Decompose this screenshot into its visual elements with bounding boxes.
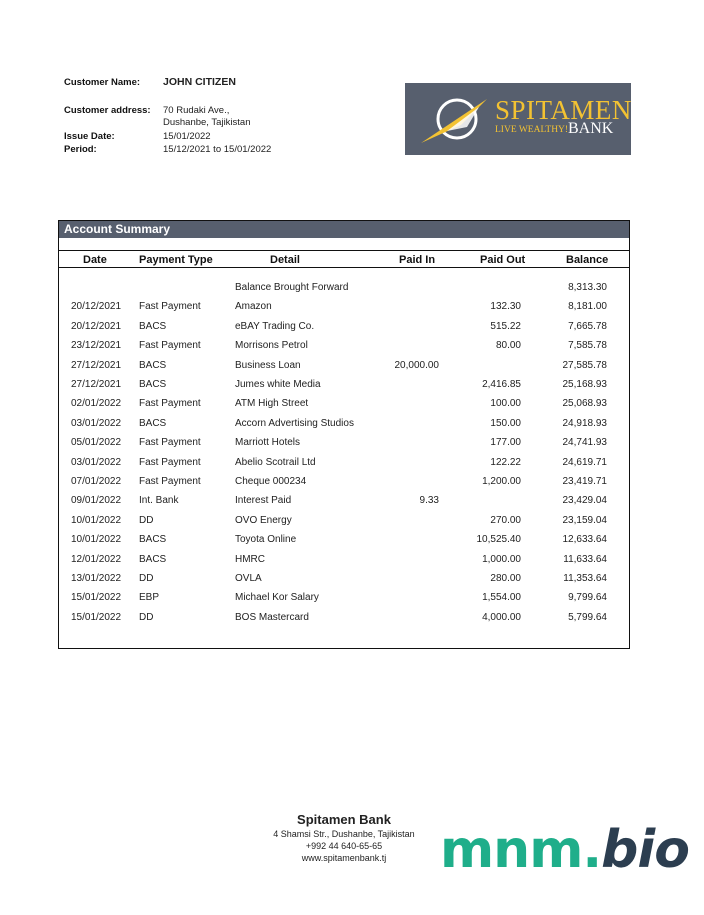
row-detail: Toyota Online: [235, 534, 297, 546]
customer-address-label: Customer address:: [64, 105, 151, 116]
row-paid-out: 2,416.85: [482, 379, 521, 390]
row-payment-type: EBP: [139, 592, 160, 604]
row-balance: 24,741.93: [562, 437, 607, 449]
row-date: 13/01/2022: [71, 573, 122, 584]
logo-brand: SPITAMEN: [495, 95, 632, 125]
row-balance: 8,313.30: [568, 282, 607, 293]
row-date: 07/01/2022: [71, 476, 122, 487]
row-balance: 9,799.64: [568, 592, 607, 604]
row-paid-out: 1,554.00: [482, 592, 521, 604]
footer-website: www.spitamenbank.tj: [301, 853, 387, 863]
row-detail: OVLA: [235, 573, 262, 584]
table-row: [59, 476, 629, 495]
period: 15/12/2021 to 15/01/2022: [163, 144, 272, 155]
row-paid-out: 270.00: [490, 514, 521, 526]
row-balance: 8,181.00: [568, 301, 607, 313]
table-row: [59, 301, 629, 320]
row-balance: 25,068.93: [562, 398, 607, 410]
row-balance: 25,168.93: [562, 379, 607, 390]
row-detail: Morrisons Petrol: [235, 340, 308, 352]
row-paid-out: 150.00: [490, 417, 521, 429]
footer-bank-name: Spitamen Bank: [297, 812, 391, 827]
row-balance: 5,799.64: [568, 611, 607, 623]
table-row: [59, 534, 629, 553]
table-row: [59, 360, 629, 379]
row-payment-type: Fast Payment: [139, 476, 201, 487]
row-payment-type: Fast Payment: [139, 301, 201, 313]
footer-phone: +992 44 640-65-65: [305, 841, 383, 851]
table-row: [59, 321, 629, 340]
row-detail: Marriott Hotels: [235, 437, 301, 449]
row-detail: Balance Brought Forward: [235, 282, 349, 293]
row-date: 15/01/2022: [71, 592, 122, 604]
row-date: 10/01/2022: [71, 534, 122, 546]
row-paid-out: 10,525.40: [476, 534, 521, 546]
row-detail: Abelio Scotrail Ltd: [235, 456, 316, 468]
row-payment-type: BACS: [139, 359, 167, 371]
row-balance: 23,159.04: [562, 514, 607, 526]
issue-date-label: Issue Date:: [64, 131, 115, 142]
row-date: 23/12/2021: [71, 340, 122, 352]
header-detail: Detail: [270, 254, 300, 266]
bank-logo: [405, 83, 631, 155]
account-summary: [58, 220, 630, 649]
row-detail: Interest Paid: [235, 495, 292, 507]
header-top-divider: [59, 250, 629, 251]
customer-address-line1: 70 Rudaki Ave.,: [163, 105, 230, 116]
table-row: [59, 282, 629, 301]
customer-address-line2: Dushanbe, Tajikistan: [163, 117, 251, 128]
row-date: 27/12/2021: [71, 359, 122, 371]
table-row: [59, 554, 629, 573]
row-payment-type: Fast Payment: [139, 398, 201, 410]
row-paid-out: 1,200.00: [482, 476, 521, 487]
table-row: [59, 398, 629, 417]
period-label: Period:: [64, 144, 97, 155]
row-date: 09/01/2022: [71, 495, 122, 507]
row-detail: BOS Mastercard: [235, 611, 309, 623]
row-paid-out: 280.00: [490, 573, 521, 584]
row-paid-out: 132.30: [490, 301, 521, 313]
table-row: [59, 457, 629, 476]
row-payment-type: BACS: [139, 534, 167, 546]
row-paid-out: 122.22: [490, 456, 521, 468]
watermark-part1: mnm.: [440, 820, 602, 880]
row-detail: Business Loan: [235, 359, 301, 371]
row-date: 20/12/2021: [71, 320, 122, 332]
row-payment-type: DD: [139, 611, 154, 623]
table-row: [59, 592, 629, 611]
header-paid-in: Paid In: [399, 254, 436, 266]
row-payment-type: Fast Payment: [139, 437, 201, 449]
row-paid-in: 20,000.00: [394, 359, 439, 371]
row-date: 05/01/2022: [71, 437, 122, 449]
row-balance: 11,633.64: [563, 553, 607, 565]
header-balance: Balance: [566, 254, 609, 266]
row-balance: 24,918.93: [562, 417, 607, 429]
row-detail: HMRC: [235, 553, 265, 565]
table-row: [59, 340, 629, 359]
header-bottom-divider: [59, 267, 629, 268]
row-balance: 23,419.71: [562, 476, 607, 487]
row-date: 12/01/2022: [71, 553, 122, 565]
row-detail: OVO Energy: [235, 514, 292, 526]
row-detail: Accorn Advertising Studios: [235, 417, 354, 429]
table-row: [59, 515, 629, 534]
row-balance: 7,665.78: [568, 320, 607, 332]
table-row: [59, 495, 629, 514]
row-payment-type: BACS: [139, 553, 167, 565]
row-date: 02/01/2022: [71, 398, 122, 410]
row-balance: 7,585.78: [568, 340, 607, 352]
header-payment-type: Payment Type: [139, 254, 213, 266]
row-paid-out: 177.00: [490, 437, 521, 449]
customer-name-label: Customer Name:: [64, 77, 141, 88]
row-date: 03/01/2022: [71, 456, 122, 468]
row-payment-type: Int. Bank: [139, 495, 179, 507]
spitamen-emblem-icon: [417, 91, 497, 149]
row-paid-out: 1,000.00: [482, 553, 521, 565]
row-paid-out: 80.00: [495, 340, 521, 352]
row-detail: Cheque 000234: [235, 476, 307, 487]
row-balance: 23,429.04: [562, 495, 607, 507]
table-row: [59, 573, 629, 592]
row-payment-type: DD: [139, 573, 154, 584]
summary-title: Account Summary: [59, 221, 629, 238]
row-detail: Michael Kor Salary: [235, 592, 319, 604]
row-date: 10/01/2022: [71, 514, 122, 526]
issue-date: 15/01/2022: [163, 131, 211, 142]
row-payment-type: BACS: [139, 379, 167, 390]
row-balance: 27,585.78: [562, 359, 607, 371]
row-payment-type: BACS: [139, 417, 167, 429]
row-balance: 12,633.64: [562, 534, 607, 546]
table-row: [59, 379, 629, 398]
customer-name: JOHN CITIZEN: [163, 76, 236, 88]
row-detail: ATM High Street: [235, 398, 309, 410]
row-payment-type: Fast Payment: [139, 456, 201, 468]
table-row: [59, 418, 629, 437]
row-date: 20/12/2021: [71, 301, 122, 313]
row-payment-type: DD: [139, 514, 154, 526]
logo-tagline: LIVE WEALTHY!: [495, 125, 569, 135]
row-detail: Jumes white Media: [235, 379, 321, 390]
header-date: Date: [83, 254, 107, 266]
row-payment-type: BACS: [139, 320, 167, 332]
row-date: 03/01/2022: [71, 417, 122, 429]
row-date: 27/12/2021: [71, 379, 122, 390]
row-balance: 24,619.71: [562, 456, 607, 468]
row-balance: 11,353.64: [563, 573, 607, 584]
header-paid-out: Paid Out: [480, 254, 526, 266]
table-row: [59, 612, 629, 631]
row-date: 15/01/2022: [71, 611, 122, 623]
row-payment-type: Fast Payment: [139, 340, 201, 352]
row-detail: Amazon: [235, 301, 272, 313]
footer-address: 4 Shamsi Str., Dushanbe, Tajikistan: [273, 829, 415, 839]
row-paid-out: 100.00: [490, 398, 521, 410]
row-paid-out: 515.22: [490, 320, 521, 332]
logo-bank: BANK: [568, 120, 614, 137]
row-paid-in: 9.33: [419, 495, 439, 507]
watermark-part2: bio: [601, 820, 689, 880]
watermark: [440, 820, 689, 880]
table-row: [59, 437, 629, 456]
row-detail: eBAY Trading Co.: [235, 320, 315, 332]
row-paid-out: 4,000.00: [482, 611, 521, 623]
